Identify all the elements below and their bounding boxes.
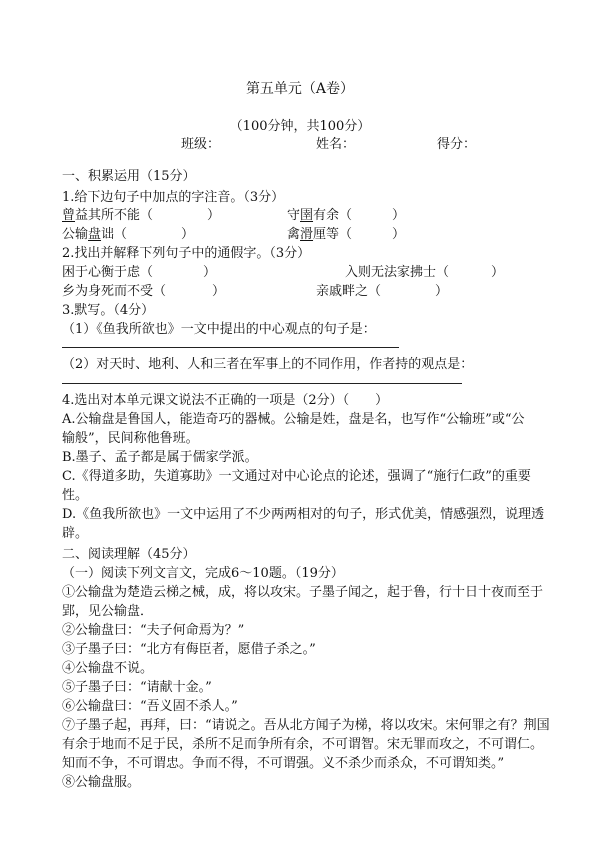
passage-para-7-cont: 有余于地而不足于民，杀所不足而争所有余，不可谓智。宋无罪而攻之，不可谓仁。 [62,737,544,752]
section-2-heading: 二、阅读理解（45分） [62,547,196,562]
passage-para-1: ①公输盘为楚造云梯之械，成，将以攻宋。子墨子闻之，起于鲁，行十日十夜而至于 [62,585,544,600]
passage-para-7-cont: 知而不争，不可谓忠。争而不得，不可谓强。义不杀少而杀众，不可谓知类。” [62,756,505,771]
q3-stem: 3.默写。（4分） [62,303,155,318]
dotted-char: 滑 [300,227,314,242]
dotted-char: 圉 [300,208,314,223]
q4-option-c-cont: 性。 [62,488,89,503]
q4-option-a-cont: 输般”，民间称他鲁班。 [62,431,199,446]
passage-para-7: ⑦子墨子起，再拜，曰：“请说之。吾从北方闻子为梯，将以攻宋。宋何罪之有？荆国 [62,718,550,733]
time-score-note: （100分钟，共100分） [229,119,371,134]
q4-option-d: D.《鱼我所欲也》一文中运用了不少两两相对的句子，形式优美，情感强烈，说理透 [62,507,545,522]
answer-line [62,383,462,384]
q1-stem: 1.给下边句子中加点的字注音。（3分） [62,190,285,205]
passage-para-6: ⑥公输盘曰：“吾义固不杀人。” [62,699,238,714]
section-1-heading: 一、积累运用（15分） [62,169,196,184]
passage-para-2: ②公输盘曰：“夫子何命焉为？” [62,623,245,638]
name-field-label: 姓名： [316,137,356,152]
q2-item-1: 困于心衡于虑（ ） [62,265,217,280]
dotted-char: 盘 [88,227,102,242]
q1-item-3: 公输盘诎（ ） [62,227,195,242]
q4-option-d-cont: 辟。 [62,526,89,541]
q2-item-4: 亲戚畔之（ ） [316,284,449,299]
q4-option-c: C.《得道多助，失道寡助》一文通过对中心论点的论述，强调了“施行仁政”的重要 [62,469,531,484]
passage-para-8: ⑧公输盘服。 [62,775,141,790]
page-title: 第五单元（A卷） [245,81,355,97]
q4-option-b: B.墨子、孟子都是属于儒家学派。 [62,450,258,465]
passage-para-4: ④公输盘不说。 [62,661,154,676]
q2-item-3: 乡为身死而不受（ ） [62,284,226,299]
q2-stem: 2.找出并解释下列句子中的通假字。（3分） [62,246,311,261]
reading-part-1-stem: （一）阅读下列文言文，完成6～10题。（19分） [62,566,344,581]
q1-item-1: 曾益其所不能（ ） [62,208,221,223]
passage-para-1-cont: 郢，见公输盘． [62,604,154,619]
q4-stem: 4.选出对本单元课文说法不正确的一项是（2分）（ ） [62,393,389,408]
passage-para-5: ⑤子墨子曰：“请献十金。” [62,680,212,695]
dotted-char: 曾 [62,208,76,223]
q3-part-1: （1）《鱼我所欲也》一文中提出的中心观点的句子是： [62,322,376,337]
class-field-label: 班级： [181,137,221,152]
q1-item-4: 禽滑厘等（ ） [287,227,406,242]
answer-line [62,347,399,348]
passage-para-3: ③子墨子曰：“北方有侮臣者，愿借子杀之。” [62,642,316,657]
score-field-label: 得分： [437,137,477,152]
q2-item-2: 入则无法家拂士（ ） [345,265,505,280]
q1-item-2: 守圉有余（ ） [287,208,406,223]
q3-part-2: （2）对天时、地利、人和三者在军事上的不同作用，作者持的观点是： [62,357,474,372]
q4-option-a: A.公输盘是鲁国人，能造奇巧的器械。公输是姓，盘是名，也写作“公输班”或“公 [62,412,525,427]
